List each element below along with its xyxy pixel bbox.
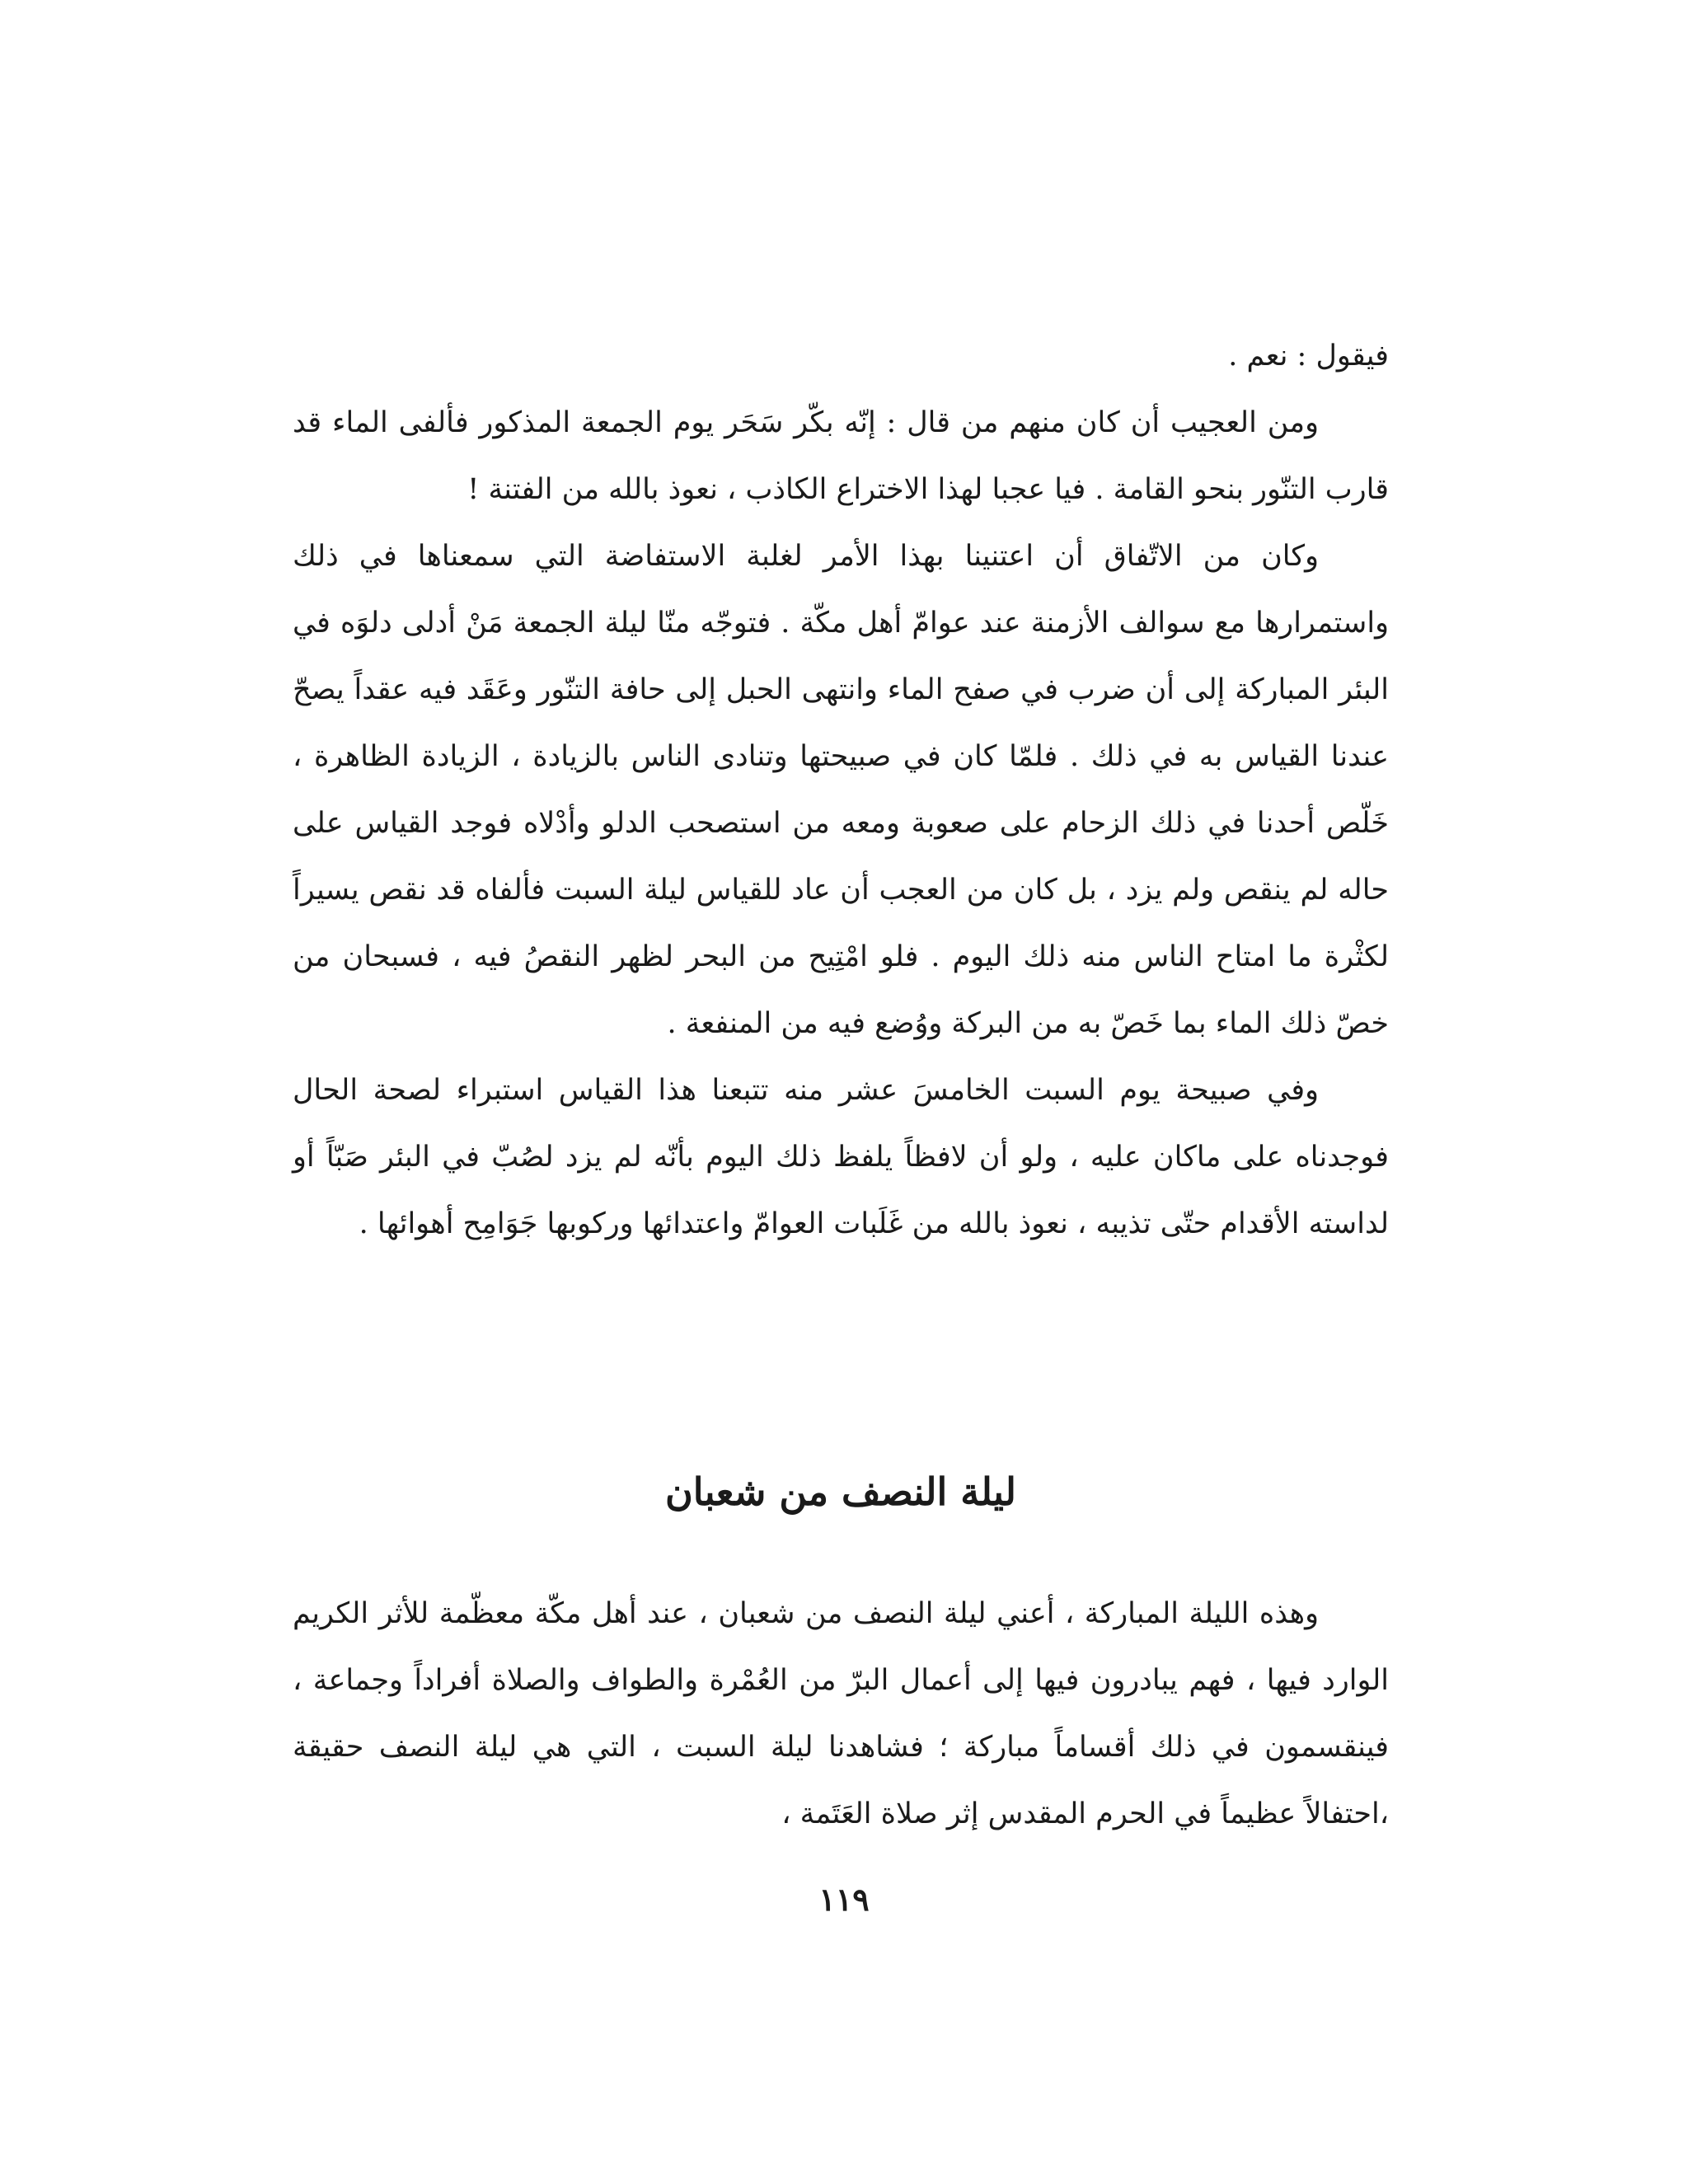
paragraph: وهذه الليلة المباركة ، أعني ليلة النصف من شعبان ، عند أهل مكّة معظّمة للأثر الكريم الوارد فيها ، فهم يبادرون فيها إلى أعمال البرّ من العُمْرة والطواف والصلاة أفراداً وجماعة ، فينقسمون في ذلك أقساماً مباركة ؛ فشاهدنا ليلة السبت ، التي هي ليلة النصف حقيقة ،احتفالاً عظيماً في الحرم المقدس إثر صلاة العَتَمة ، bbox=[293, 1597, 1389, 1830]
upper-text-block bbox=[293, 323, 1389, 1258]
paragraph: ومن العجيب أن كان منهم من قال : إنّه بكّر سَحَر يوم الجمعة المذكور فألفى الماء قد قارب التنّور بنحو القامة . فيا عجبا لهذا الاختراع الكاذب ، نعوذ بالله من الفتنة ! bbox=[293, 406, 1389, 506]
page-number: ١١٩ bbox=[818, 1881, 870, 1918]
lower-text-block bbox=[293, 1581, 1389, 1848]
section-heading: ليلة النصف من شعبان bbox=[664, 1469, 1017, 1514]
paragraph: وفي صبيحة يوم السبت الخامسَ عشر منه تتبعنا هذا القياس استبراء لصحة الحال فوجدناه على ماكان عليه ، ولو أن لافظاً يلفظ ذلك اليوم بأنّه لم يزد لصُبّ في البئر صَبّاً أو لداسته الأقدام حتّى تذيبه ، نعوذ بالله من غَلَبات العوامّ واعتدائها وركوبها جَوَامِح أهوائها . bbox=[293, 1074, 1389, 1240]
paragraph: فيقول : نعم . bbox=[1228, 340, 1389, 373]
paragraph: وكان من الاتّفاق أن اعتنينا بهذا الأمر لغلبة الاستفاضة التي سمعناها في ذلك واستمرارها مع سوالف الأزمنة عند عوامّ أهل مكّة . فتوجّه منّا ليلة الجمعة مَنْ أدلى دلوَه في البئر المباركة إلى أن ضرب في صفح الماء وانتهى الحبل إلى حافة التنّور وعَقَد فيه عقداً يصحّ عندنا القياس به في ذلك . فلمّا كان في صبيحتها وتنادى الناس بالزيادة ، الزيادة الظاهرة ، خَلّص أحدنا في ذلك الزحام على صعوبة ومعه من استصحب الدلو وأدْلاه فوجد القياس على حاله لم ينقص ولم يزد ، بل كان من العجب أن عاد للقياس ليلة السبت فألفاه قد نقص يسيراً لكثْرة ما امتاح الناس منه ذلك اليوم . فلو امْتِيح من البحر لظهر النقصُ فيه ، فسبحان من خصّ ذلك الماء بما خَصّ به من البركة ووُضع فيه من المنفعة . bbox=[293, 540, 1389, 1040]
